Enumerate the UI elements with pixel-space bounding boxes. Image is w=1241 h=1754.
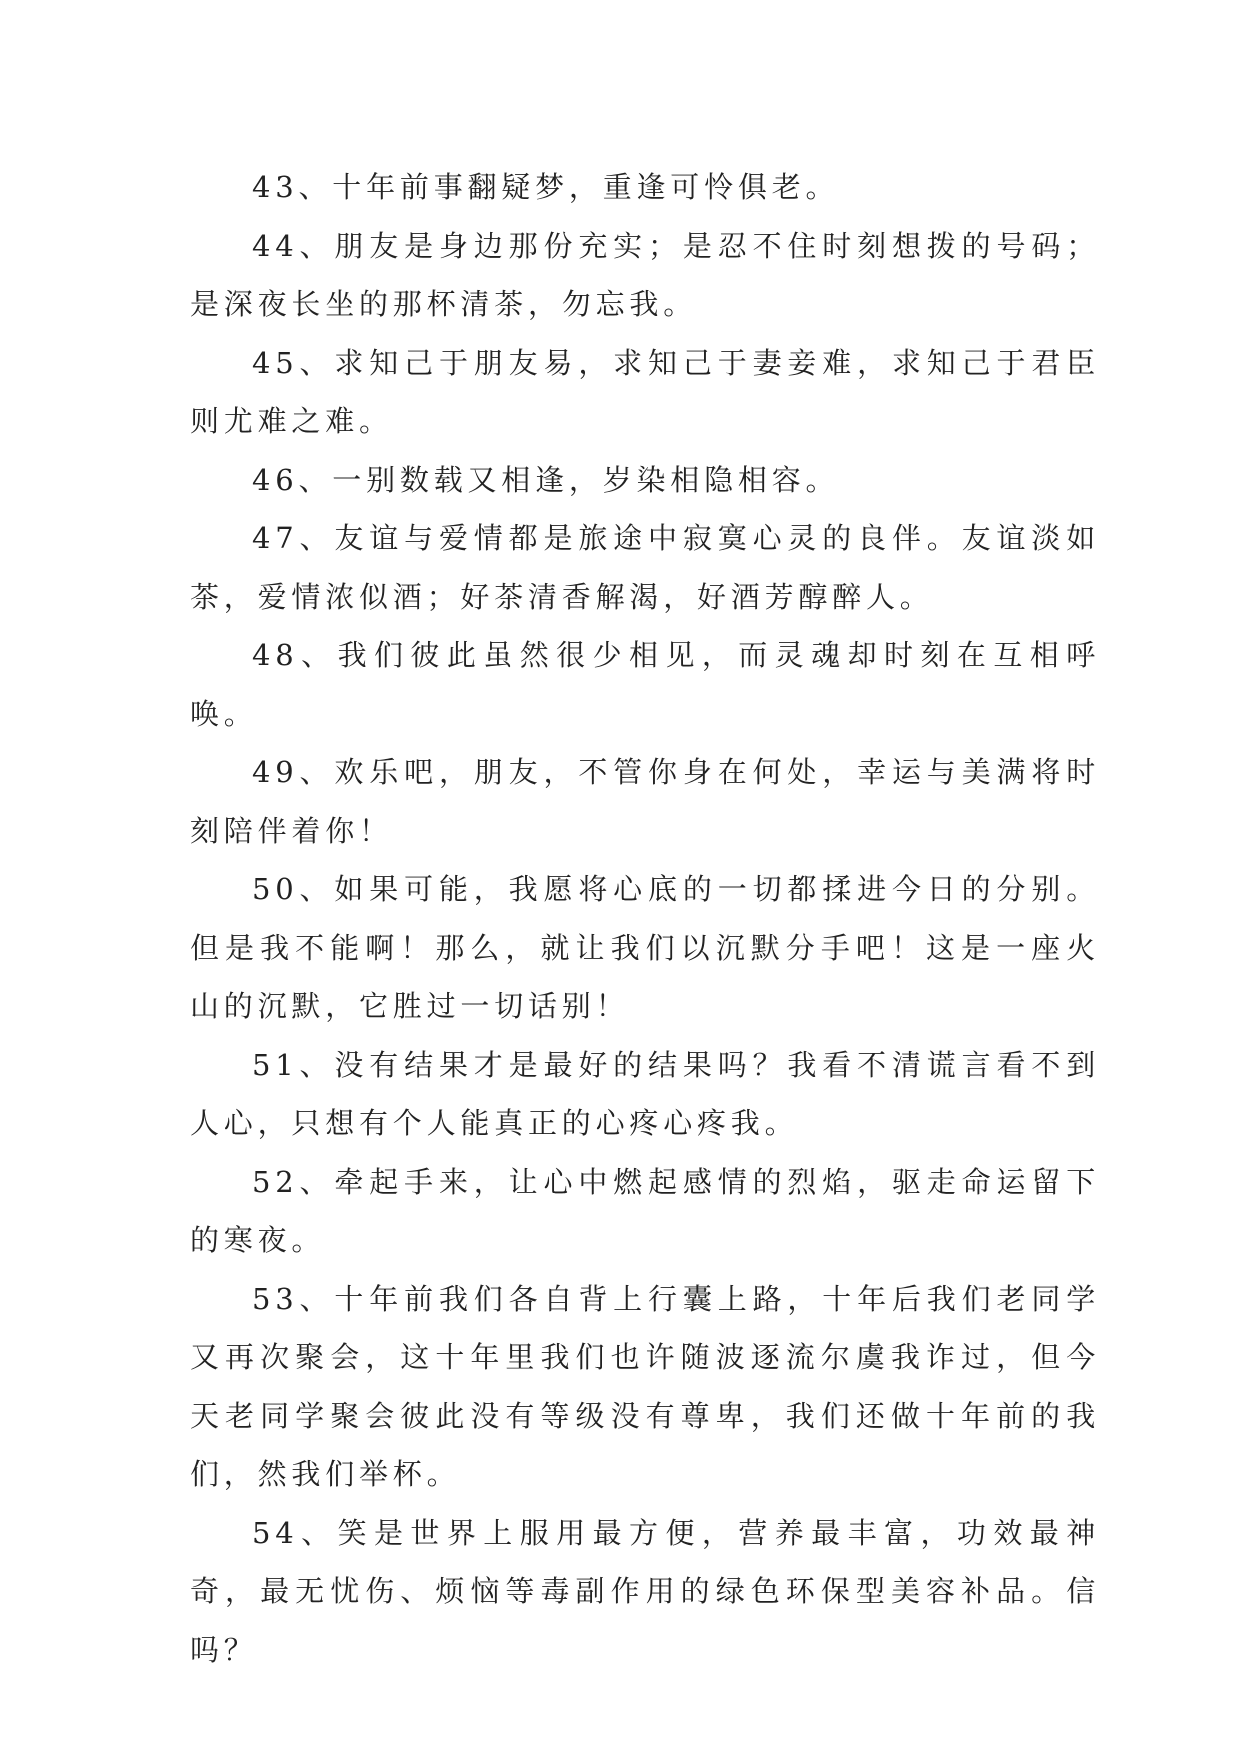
paragraph-51: 51、没有结果才是最好的结果吗？我看不清谎言看不到人心，只想有个人能真正的心疼心疼我。 (190, 1047, 1100, 1140)
paragraph-48: 48、我们彼此虽然很少相见，而灵魂却时刻在互相呼唤。 (190, 638, 1100, 731)
paragraph-45: 45、求知己于朋友易，求知己于妻妾难，求知己于君臣则尤难之难。 (190, 345, 1100, 438)
paragraph-43: 43、十年前事翻疑梦，重逢可怜俱老。 (252, 170, 840, 204)
paragraph-46: 46、一别数载又相逢，岁染相隐相容。 (252, 462, 840, 497)
paragraph-44: 44、朋友是身边那份充实；是忍不住时刻想拨的号码；是深夜长坐的那杯清茶，勿忘我。 (190, 228, 1100, 321)
document-body (190, 158, 1100, 1679)
paragraph-52: 52、牵起手来，让心中燃起感情的烈焰，驱走命运留下的寒夜。 (190, 1164, 1100, 1257)
paragraph-53: 53、十年前我们各自背上行囊上路，十年后我们老同学又再次聚会，这十年里我们也许随波逐流尔虞我诈过，但今天老同学聚会彼此没有等级没有尊卑，我们还做十年前的我们，然我们举杯。 (190, 1281, 1100, 1491)
paragraph-47: 47、友谊与爱情都是旅途中寂寞心灵的良伴。友谊淡如茶，爱情浓似酒；好茶清香解渴，好酒芳醇醉人。 (190, 521, 1100, 614)
paragraph-50: 50、如果可能，我愿将心底的一切都揉进今日的分别。但是我不能啊！那么，就让我们以沉默分手吧！这是一座火山的沉默，它胜过一切话别！ (190, 872, 1100, 1023)
paragraph-54: 54、笑是世界上服用最方便，营养最丰富，功效最神奇，最无忧伤、烦恼等毒副作用的绿色环保型美容补品。信吗？ (190, 1515, 1100, 1667)
paragraph-49: 49、欢乐吧，朋友，不管你身在何处，幸运与美满将时刻陪伴着你！ (190, 755, 1100, 848)
